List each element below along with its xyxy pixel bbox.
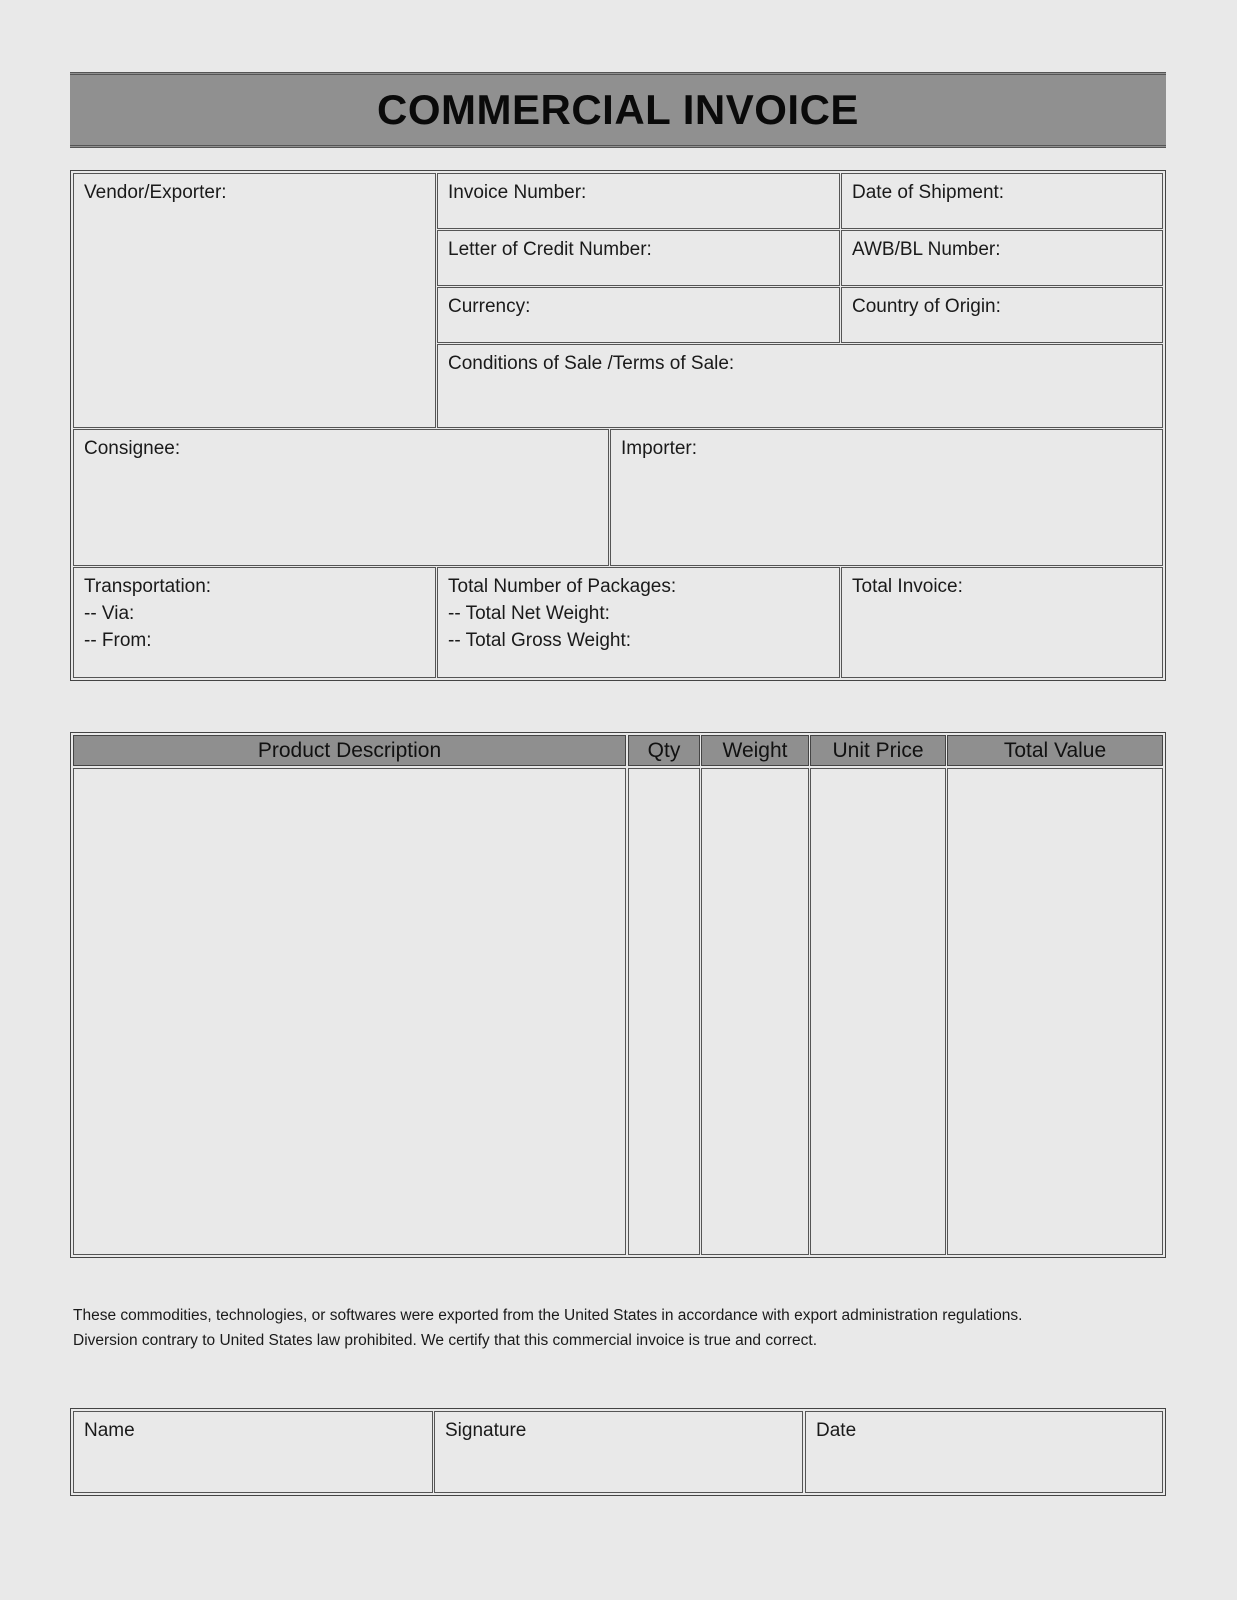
column-header-weight: Weight <box>701 735 809 766</box>
page-title: COMMERCIAL INVOICE <box>377 86 859 133</box>
column-header-unit-price: Unit Price <box>810 735 946 766</box>
letter-of-credit-field[interactable] <box>437 230 840 286</box>
invoice-number-field[interactable] <box>437 173 840 229</box>
conditions-of-sale-label: Conditions of Sale /Terms of Sale: <box>448 353 735 374</box>
vendor-exporter-label: Vendor/Exporter: <box>84 182 227 203</box>
certification-line-2: Diversion contrary to United States law prohibited. We certify that this commercial invoice is true and correct. <box>73 1332 818 1349</box>
consignee-field[interactable] <box>73 429 609 566</box>
date-field[interactable] <box>805 1411 1163 1493</box>
column-header-qty: Qty <box>628 735 700 766</box>
total-value-column[interactable] <box>947 768 1163 1255</box>
awb-bl-number-label: AWB/BL Number: <box>852 239 1001 260</box>
column-header-total-value: Total Value <box>947 735 1163 766</box>
country-of-origin-label: Country of Origin: <box>852 296 1001 317</box>
from-label: -- From: <box>84 630 152 651</box>
name-label: Name <box>84 1420 135 1441</box>
total-invoice-label: Total Invoice: <box>852 576 963 597</box>
transportation-label: Transportation: <box>84 576 212 597</box>
product-description-column[interactable] <box>73 768 626 1255</box>
unit-price-column[interactable] <box>810 768 946 1255</box>
total-net-weight-label: -- Total Net Weight: <box>448 603 610 624</box>
total-gross-weight-label: -- Total Gross Weight: <box>448 630 632 651</box>
via-label: -- Via: <box>84 603 135 624</box>
invoice-number-label: Invoice Number: <box>448 182 587 203</box>
total-invoice-field[interactable] <box>841 567 1163 678</box>
currency-label: Currency: <box>448 296 531 317</box>
signature-label: Signature <box>445 1420 527 1441</box>
date-label: Date <box>816 1420 857 1441</box>
vendor-exporter-field[interactable] <box>73 173 436 428</box>
importer-label: Importer: <box>621 438 698 459</box>
qty-column[interactable] <box>628 768 700 1255</box>
signature-field[interactable] <box>434 1411 803 1493</box>
letter-of-credit-label: Letter of Credit Number: <box>448 239 652 260</box>
date-of-shipment-field[interactable] <box>841 173 1163 229</box>
title-bar <box>70 72 1166 148</box>
consignee-label: Consignee: <box>84 438 181 459</box>
importer-field[interactable] <box>610 429 1163 566</box>
date-of-shipment-label: Date of Shipment: <box>852 182 1005 203</box>
conditions-of-sale-field[interactable] <box>437 344 1163 428</box>
country-of-origin-field[interactable] <box>841 287 1163 343</box>
certification-statement <box>73 1303 1173 1353</box>
currency-field[interactable] <box>437 287 840 343</box>
column-header-product-description: Product Description <box>73 735 626 766</box>
total-packages-label: Total Number of Packages: <box>448 576 677 597</box>
transportation-field[interactable] <box>73 567 436 678</box>
certification-line-1: These commodities, technologies, or softwares were exported from the United States in accordance with export administration regulations. <box>73 1307 1023 1324</box>
packages-weight-field[interactable] <box>437 567 840 678</box>
weight-column[interactable] <box>701 768 809 1255</box>
name-field[interactable] <box>73 1411 433 1493</box>
awb-bl-number-field[interactable] <box>841 230 1163 286</box>
